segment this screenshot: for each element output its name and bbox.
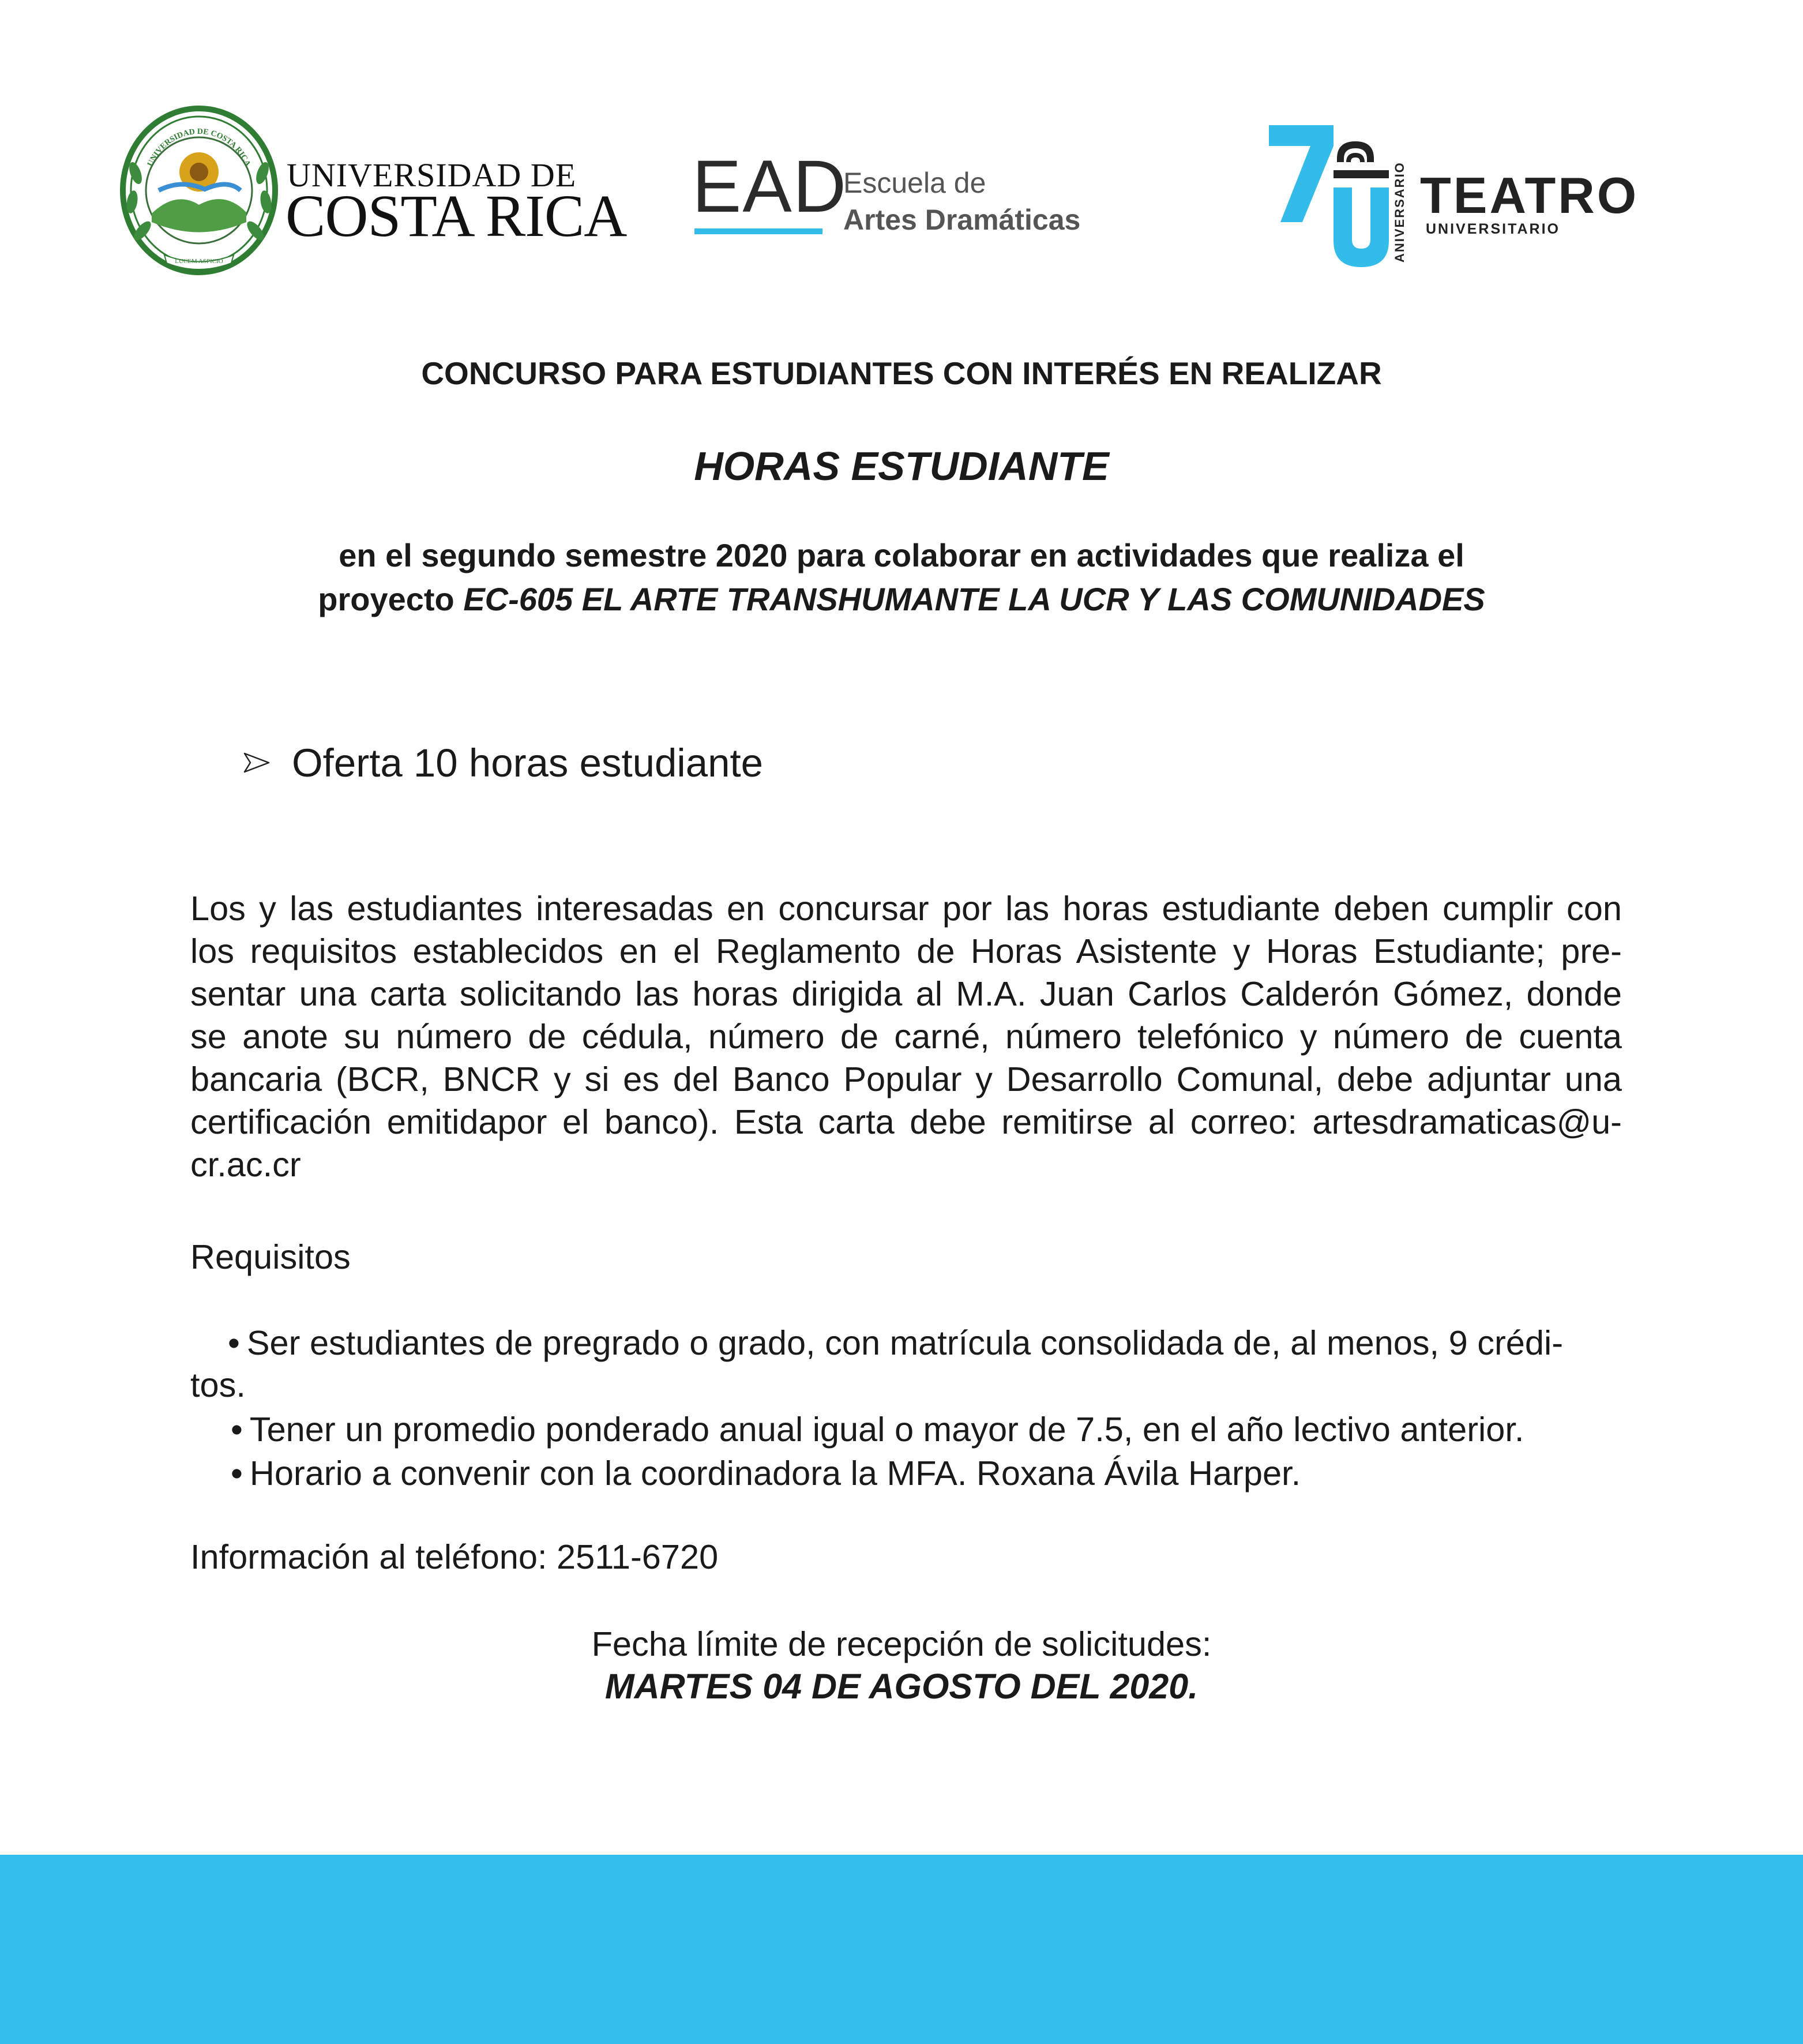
teatro-universitario-logo — [1269, 118, 1639, 274]
ucr-name-line-1: UNIVERSIDAD DE — [287, 156, 577, 194]
requirement-text: Tener un promedio ponderado anual igual o mayor de 7.5, en el año lectivo anterior. — [249, 1410, 1524, 1449]
requirement-item-1 — [228, 1323, 1563, 1363]
semester-description-line-2 — [0, 580, 1803, 618]
bullet: • — [231, 1454, 243, 1492]
ead-name-line-2: Artes Dramáticas — [843, 204, 1081, 236]
phone-info: Información al teléfono: 2511-6720 — [190, 1537, 719, 1576]
ucr-seal-ring-text: UNIVERSIDAD DE COSTA RICA — [146, 127, 252, 168]
paragraph-line: se anote su número de cédula, número de carné, número telefónico y número de cuenta — [190, 1017, 1622, 1056]
ead-accent-bar — [694, 228, 822, 234]
ucr-name-line-2: COSTA RICA — [286, 183, 627, 249]
teatro-wordmark: TEATRO — [1420, 167, 1639, 224]
project-name: EC-605 EL ARTE TRANSHUMANTE LA UCR Y LAS COMUNIDADES — [463, 581, 1485, 617]
anniversary-70-icon — [1269, 118, 1390, 268]
instructions-paragraph — [190, 887, 1622, 1186]
ucr-seal-motto: LUCEM ASPICIO — [175, 258, 223, 265]
bullet: • — [231, 1410, 243, 1449]
ucr-seal-icon — [118, 104, 280, 277]
requirement-item-2 — [231, 1409, 1524, 1449]
ucr-logo — [118, 104, 627, 277]
deadline-date: MARTES 04 DE AGOSTO DEL 2020. — [604, 1667, 1199, 1706]
requirement-text: Ser estudiantes de pregrado o grado, con matrícula consolidada de, al menos, 9 crédi- — [246, 1323, 1564, 1362]
offer-text: Oferta 10 horas estudiante — [292, 741, 764, 785]
paragraph-line: bancaria (BCR, BNCR y si es del Banco Popular y Desarrollo Comunal, debe adjuntar una — [190, 1060, 1622, 1098]
requirement-item-3 — [231, 1453, 1301, 1493]
ead-abbreviation: EAD — [692, 145, 848, 228]
semester-description-line-1: en el segundo semestre 2020 para colaborar en actividades que realiza el — [339, 537, 1464, 573]
requirements-title: Requisitos — [190, 1237, 351, 1276]
teatro-subtitle: UNIVERSITARIO — [1426, 221, 1560, 237]
requirement-item-1-continuation: tos. — [190, 1366, 246, 1404]
anniversary-vertical-label: ANIVERSARIO — [1392, 162, 1407, 262]
requirement-text: Horario a convenir con la coordinadora la MFA. Roxana Ávila Harper. — [249, 1454, 1301, 1492]
bullet: • — [228, 1323, 240, 1362]
paragraph-line: Los y las estudiantes interesadas en concursar por las horas estudiante deben cumplir con — [190, 889, 1622, 928]
footer-band — [0, 1855, 1803, 2044]
paragraph-line: certificación emitidapor el banco). Esta carta debe remitirse al correo: artesdramaticas@u- — [190, 1102, 1622, 1141]
paragraph-line: los requisitos establecidos en el Reglamento de Horas Asistente y Horas Estudiante; pre- — [190, 932, 1622, 970]
horas-estudiante-title: HORAS ESTUDIANTE — [694, 444, 1109, 489]
deadline-label: Fecha límite de recepción de solicitudes: — [591, 1625, 1212, 1663]
project-prefix: proyecto — [318, 581, 464, 617]
paragraph-line: sentar una carta solicitando las horas dirigida al M.A. Juan Carlos Calderón Gómez, donde — [190, 974, 1622, 1013]
arrow-right-outline-icon — [242, 751, 271, 774]
contest-heading: CONCURSO PARA ESTUDIANTES CON INTERÉS EN REALIZAR — [421, 355, 1382, 391]
paragraph-line: cr.ac.cr — [190, 1145, 301, 1184]
ead-logo — [692, 145, 1096, 242]
ead-name-line-1: Escuela de — [843, 167, 986, 199]
offer-item — [242, 740, 763, 786]
